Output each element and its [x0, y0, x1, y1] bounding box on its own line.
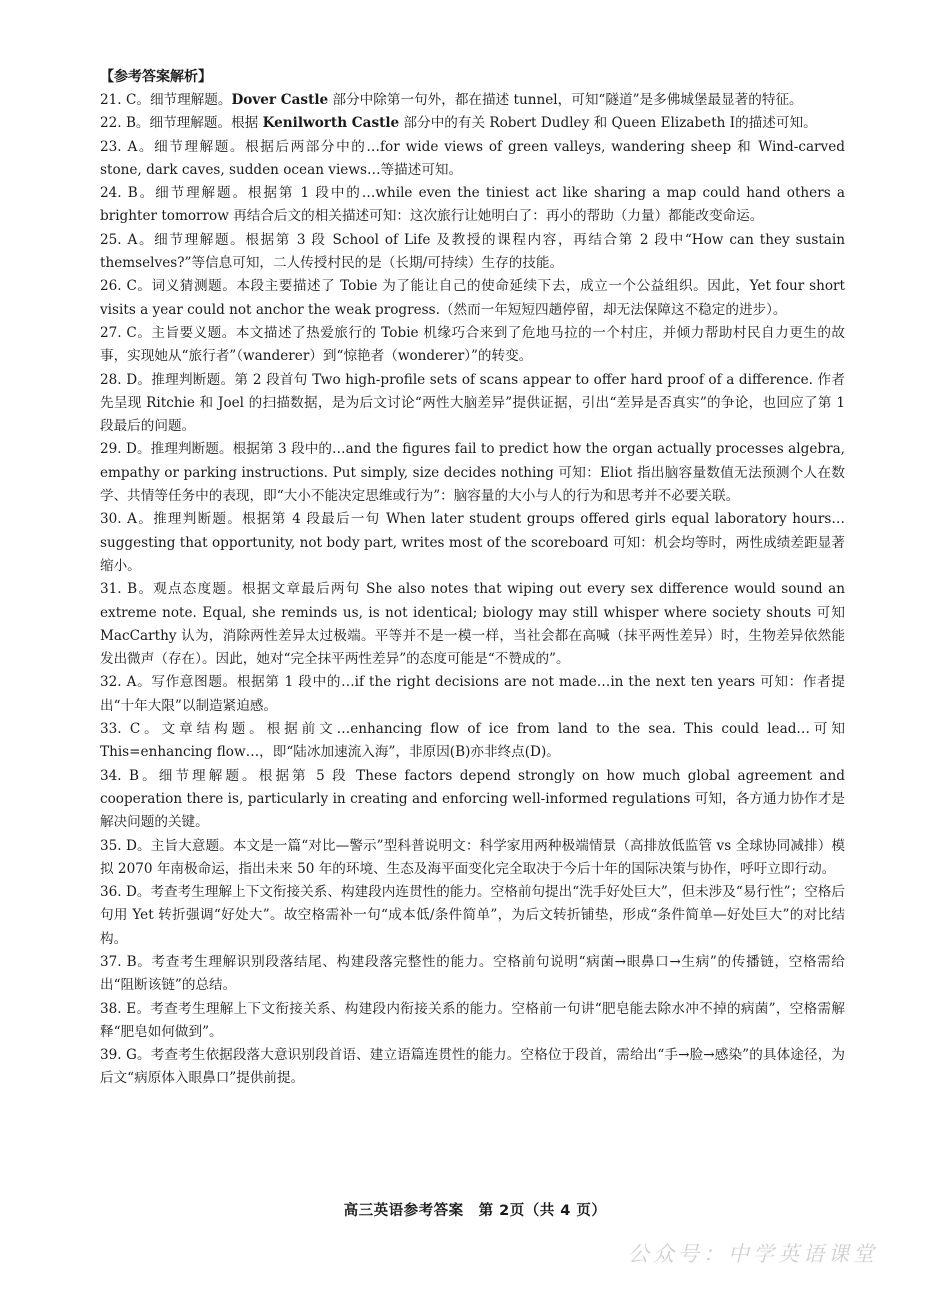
answer-number: 35. D。 — [100, 837, 151, 854]
answer-number: 36. D。 — [100, 884, 151, 901]
answer-page — [100, 66, 845, 1091]
answer-item — [100, 951, 845, 998]
answer-text: 推理判断题。根据第 4 段最后一句 When later student groups offered girls equal laboratory hours…suggesting that opportunity, not body part, writes most of the scoreboard 可知：机会均等时，两性成绩差距显著缩小。 — [100, 511, 845, 574]
answer-keyword: Kenilworth Castle — [262, 115, 400, 132]
answer-number: 21. C。 — [100, 92, 150, 108]
answer-number: 30. A。 — [100, 511, 154, 528]
answer-text: 文章结构题。根据前文…enhancing flow of ice from land to the sea. This could lead…可知 This=enhancing flow…，即“陆冰加速流入海”，非原因(B)亦非终点(D)。 — [100, 721, 845, 761]
watermark: 公众号：中学英语课堂 — [628, 1242, 878, 1266]
answer-keyword: Dover Castle — [231, 92, 329, 108]
answer-item — [100, 275, 845, 322]
answer-text: 考查考生理解上下文衔接关系、构建段内连贯性的能力。空格前句提出“洗手好处巨大”，但未涉及“易行性”；空格后句用 Yet 转折强调“好处大”。故空格需补一句“成本低/条件简单”，为后文转折铺垫，形成“条件简单—好处巨大”的对比结构。 — [100, 884, 846, 947]
answer-text: 细节理解题。 — [149, 92, 232, 108]
answer-list — [100, 89, 845, 1091]
answer-number: 27. C。 — [100, 324, 152, 341]
answer-number: 23. A。 — [100, 138, 155, 155]
answer-item — [100, 112, 845, 135]
answer-text: 考查考生理解识别段落结尾、构建段落完整性的能力。空格前句说明“病菌→眼鼻口→生病”的传播链，空格需给出“阻断该链”的总结。 — [100, 953, 845, 994]
answer-item — [100, 369, 845, 439]
answer-text: 考查考生依据段落大意识别段首语、建立语篇连贯性的能力。空格位于段首，需给出“手→脸→感染”的具体途径，为后文“病原体入眼鼻口”提供前提。 — [100, 1047, 845, 1087]
answer-item — [100, 136, 845, 183]
answer-number: 22. B。 — [100, 115, 150, 132]
answer-text: 主旨要义题。本文描述了热爱旅行的 Tobie 机缘巧合来到了危地马拉的一个村庄，并倾力帮助村民自力更生的故事，实现她从“旅行者”（wanderer）到“惊艳者（wonderer）”的转变。 — [100, 324, 845, 365]
answer-text: 主旨大意题。本文是一篇“对比—警示”型科普说明文：科学家用两种极端情景（高排放低监管 vs 全球协同减排）模拟 2070 年南极命运，指出未来 50 年的环境、生态及海平面变化完全取决于今后十年的国际决策与协作，呼吁立即行动。 — [100, 837, 845, 877]
answer-item — [100, 881, 845, 951]
answer-item — [100, 182, 845, 229]
answer-item — [100, 718, 845, 765]
answer-number: 31. B。 — [100, 581, 154, 598]
answer-number: 38. E。 — [100, 1000, 151, 1017]
answer-item — [100, 438, 845, 508]
answer-item — [100, 508, 845, 578]
answer-text: 细节理解题。根据第 1 段中的…while even the tiniest act like sharing a map could hand others a brighter tomorrow 再结合后文的相关描述可知：这次旅行让她明白了：再小的帮助（力量）都能改变命运。 — [100, 185, 845, 225]
answer-item — [100, 671, 845, 718]
answer-number: 33. C。 — [100, 721, 162, 738]
answer-text: 细节理解题。根据第 5 段 These factors depend strongly on how much global agreement and cooperation there is, particularly in creating and enforcing well-informed regulations 可知，各方通力协作才是解决问题的关键。 — [100, 767, 845, 831]
answer-number: 34. B。 — [100, 767, 159, 784]
section-header: 【参考答案解析】 — [100, 69, 212, 85]
answer-item — [100, 1044, 845, 1091]
answer-number: 32. A。 — [100, 674, 152, 691]
answer-text: 推理判断题。第 2 段首句 Two high-profile sets of scans appear to offer hard proof of a difference. 作者先呈现 Ritchie 和 Joel 的扫描数据，是为后文讨论“两性大脑差异”提供证据，引出“差异是否真实”的争论，也回应了第 1 段最后的问题。 — [100, 371, 845, 435]
answer-text-continued: 部分中的有关 Robert Dudley 和 Queen Elizabeth Ⅰ的描述可知。 — [399, 115, 817, 132]
answer-text: 细节理解题。根据后两部分中的…for wide views of green valleys, wandering sheep 和 Wind-carved stone, dark caves, sudden ocean views…等描述可知。 — [100, 138, 845, 178]
answer-text: 词义猜测题。本段主要描述了 Tobie 为了能让自己的使命延续下去，成立一个公益组织。因此，Yet four short visits a year could not anchor the weak progress.（然而一年短短四趟停留，却无法保障这不稳定的进步）。 — [100, 278, 845, 318]
answer-text: 推理判断题。根据第 3 段中的…and the figures fail to predict how the organ actually processes algebra, empathy or parking instructions. Put simply, size decides nothing 可知：Eliot 指出脑容量数值无法预测个人在数学、共情等任务中的表现，即“大小不能决定思维或行为”：脑容量的大小与人的行为和思考并不必要关联。 — [100, 441, 846, 505]
answer-text-continued: 部分中除第一句外，都在描述 tunnel，可知“隧道”是多佛城堡最显著的特征。 — [328, 92, 803, 108]
answer-text: 写作意图题。根据第 1 段中的…if the right decisions are not made…in the next ten years 可知：作者提出“十年大限”以制造紧迫感。 — [100, 674, 846, 714]
answer-number: 25. A。 — [100, 231, 155, 248]
answer-item — [100, 578, 845, 671]
answer-item — [100, 322, 845, 369]
answer-text: 细节理解题。根据 — [149, 115, 263, 132]
answer-text: 观点态度题。根据文章最后两句 She also notes that wiping out every sex difference would sound an extreme note. Equal, she reminds us, is not identical; biology may still whisper where society shouts 可知 MacCarthy 认为，消除两性差异太过极端。平等并不是一模一样，当社会都在高喊（抹平两性差异）时，生物差异依然能发出微声（存在）。因此，她对“完全抹平两性差异”的态度可能是“不赞成的”。 — [100, 581, 846, 668]
answer-number: 26. C。 — [100, 278, 152, 295]
answer-text: 细节理解题。根据第 3 段 School of Life 及教授的课程内容，再结合第 2 段中“How can they sustain themselves?”等信息可知，二人传授村民的是（长期/可持续）生存的技能。 — [100, 231, 845, 272]
answer-item — [100, 229, 845, 276]
answer-item — [100, 765, 845, 835]
page-footer: 高三英语参考答案 第 2页（共 4 页） — [343, 1203, 607, 1219]
answer-number: 28. D。 — [100, 371, 152, 388]
answer-number: 29. D。 — [100, 441, 151, 458]
answer-item — [100, 89, 845, 112]
answer-number: 37. B。 — [100, 953, 152, 970]
answer-text: 考查考生理解上下文衔接关系、构建段内衔接关系的能力。空格前一句讲“肥皂能去除水冲不掉的病菌”，空格需解释“肥皂如何做到”。 — [100, 1000, 845, 1040]
answer-item — [100, 998, 845, 1045]
answer-number: 39. G。 — [100, 1047, 151, 1064]
answer-item — [100, 835, 845, 882]
answer-number: 24. B。 — [100, 185, 156, 202]
